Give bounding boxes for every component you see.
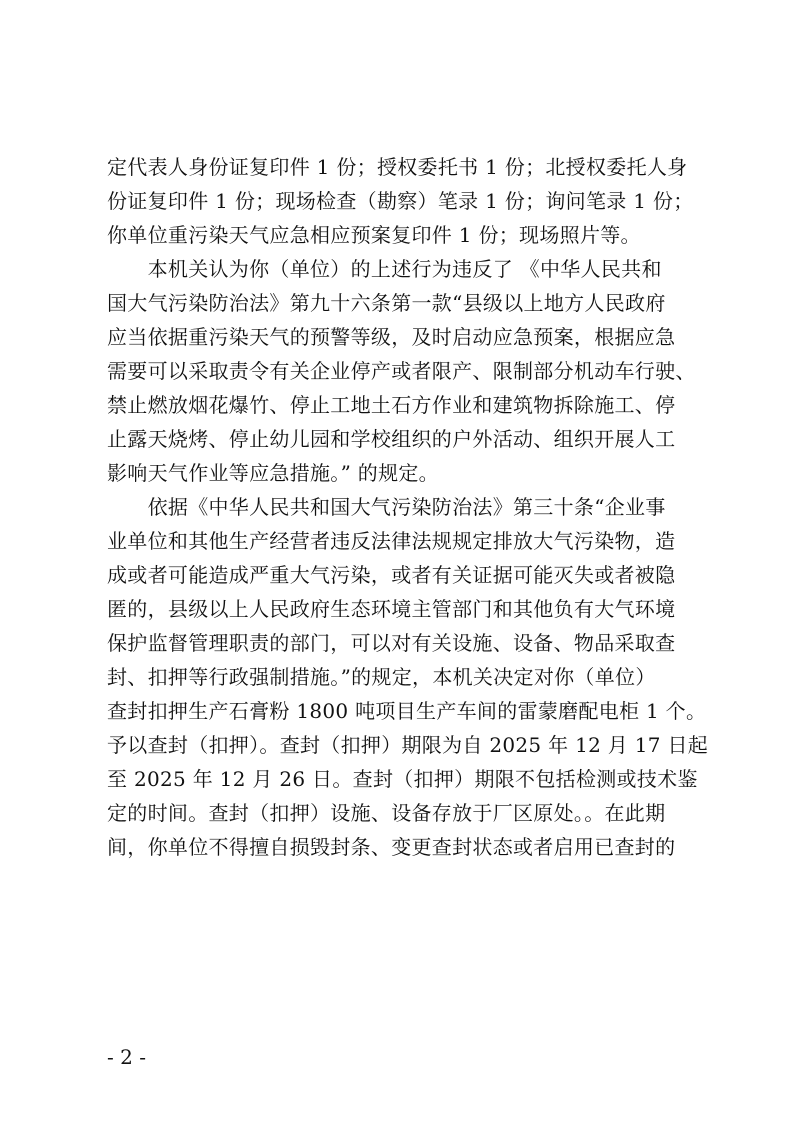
text-line-15: 保护监督管理职责的部门，可以对有关设施、设备、物品采取查 <box>107 631 676 655</box>
text-line-10: 影响天气作业等应急措施。” 的规定。 <box>107 461 439 485</box>
text-line-1: 定代表人身份证复印件 1 份；授权委托书 1 份；北授权委托人身 <box>107 155 688 179</box>
text-line-4: 本机关认为你（单位）的上述行为违反了 《中华人民共和 <box>107 257 662 281</box>
text-line-11: 依据《中华人民共和国大气污染防治法》第三十条“企业事 <box>107 495 666 519</box>
text-line-3: 你单位重污染天气应急相应预案复印件 1 份；现场照片等。 <box>107 223 641 247</box>
text-line-7: 需要可以采取责令有关企业停产或者限产、限制部分机动车行驶、 <box>107 359 696 383</box>
text-line-17: 查封扣押生产石膏粉 1800 吨项目生产车间的雷蒙磨配电柜 1 个。 <box>107 699 707 723</box>
text-line-18: 予以查封（扣押）。查封（扣押）期限为自 2025 年 12 月 17 日起 <box>107 733 709 757</box>
text-line-13: 成或者可能造成严重大气污染，或者有关证据可能灭失或者被隐 <box>107 563 676 587</box>
document-body <box>107 150 707 864</box>
text-line-6: 应当依据重污染天气的预警等级，及时启动应急预案，根据应急 <box>107 325 676 349</box>
text-line-20: 定的时间。查封（扣押）设施、设备存放于厂区原处。。在此期 <box>107 801 666 825</box>
text-line-14: 匿的，县级以上人民政府生态环境主管部门和其他负有大气环境 <box>107 597 676 621</box>
text-line-2: 份证复印件 1 份；现场检查（勘察）笔录 1 份；询问笔录 1 份； <box>107 189 694 213</box>
text-line-5: 国大气污染防治法》第九十六条第一款“县级以上地方人民政府 <box>107 291 666 315</box>
page-number: - 2 - <box>107 1045 146 1069</box>
text-line-8: 禁止燃放烟花爆竹、停止工地土石方作业和建筑物拆除施工、停 <box>107 393 676 417</box>
text-line-9: 止露天烧烤、停止幼儿园和学校组织的户外活动、组织开展人工 <box>107 427 676 451</box>
text-line-12: 业单位和其他生产经营者违反法律法规规定排放大气污染物，造 <box>107 529 676 553</box>
text-line-19: 至 2025 年 12 月 26 日。查封（扣押）期限不包括检测或技术鉴 <box>107 767 698 791</box>
text-line-16: 封、扣押等行政强制措施。”的规定，本机关决定对你（单位） <box>107 665 656 689</box>
text-line-21: 间，你单位不得擅自损毁封条、变更查封状态或者启用已查封的 <box>107 835 676 859</box>
